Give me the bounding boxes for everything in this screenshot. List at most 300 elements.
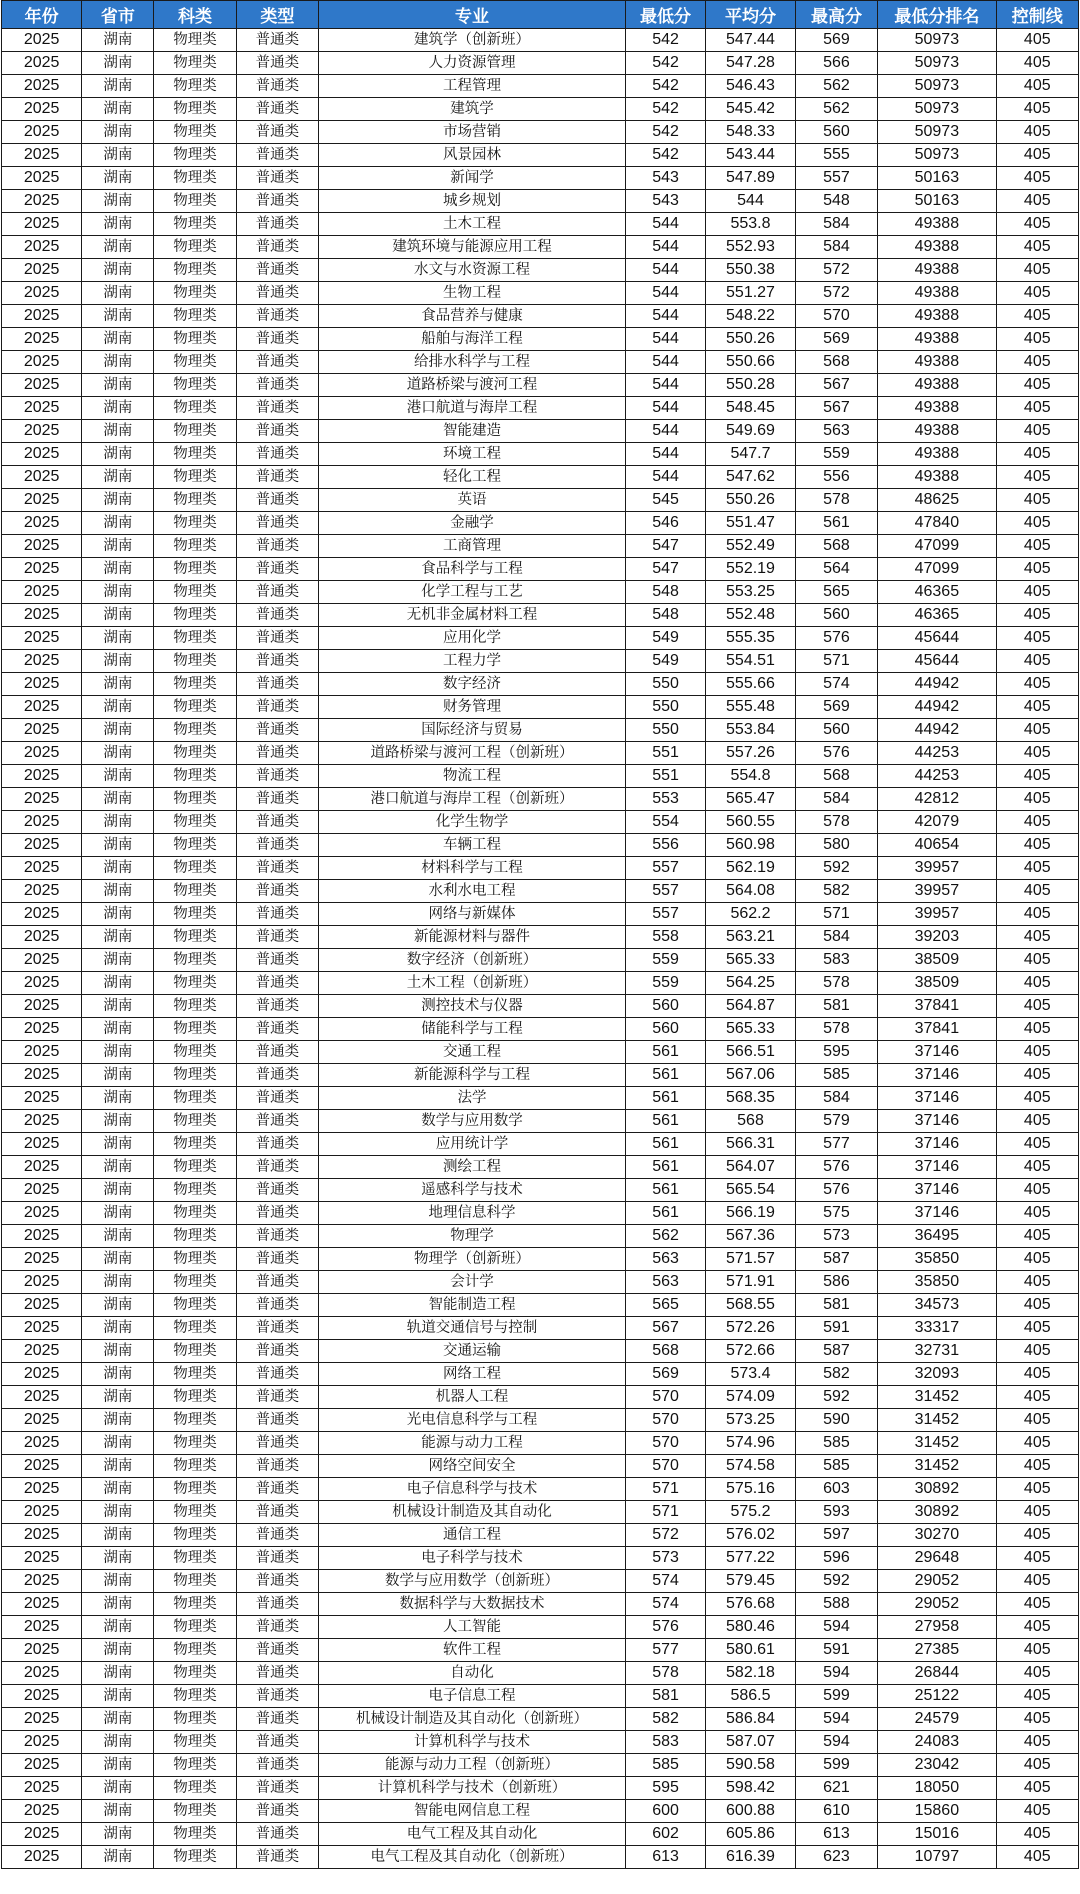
- cell-major: 新能源科学与工程: [319, 1064, 626, 1087]
- table-row: [2, 627, 1079, 650]
- cell-min-score: 613: [625, 1846, 705, 1869]
- cell-province: 湖南: [82, 1823, 154, 1846]
- cell-max-score: 566: [795, 52, 877, 75]
- cell-subject: 物理类: [154, 1087, 236, 1110]
- cell-type: 普通类: [236, 604, 318, 627]
- cell-avg-score: 571.57: [706, 1248, 796, 1271]
- cell-control-line: 405: [996, 75, 1078, 98]
- cell-major: 应用化学: [319, 627, 626, 650]
- cell-province: 湖南: [82, 374, 154, 397]
- cell-type: 普通类: [236, 305, 318, 328]
- cell-year: 2025: [2, 903, 82, 926]
- cell-year: 2025: [2, 259, 82, 282]
- table-row: [2, 1133, 1079, 1156]
- cell-type: 普通类: [236, 1110, 318, 1133]
- cell-year: 2025: [2, 144, 82, 167]
- cell-max-score: 584: [795, 236, 877, 259]
- cell-major: 道路桥梁与渡河工程: [319, 374, 626, 397]
- cell-avg-score: 586.84: [706, 1708, 796, 1731]
- cell-max-score: 578: [795, 1018, 877, 1041]
- cell-year: 2025: [2, 1041, 82, 1064]
- cell-avg-score: 549.69: [706, 420, 796, 443]
- table-row: [2, 29, 1079, 52]
- table-row: [2, 811, 1079, 834]
- cell-subject: 物理类: [154, 696, 236, 719]
- cell-subject: 物理类: [154, 1064, 236, 1087]
- cell-year: 2025: [2, 558, 82, 581]
- cell-max-score: 569: [795, 328, 877, 351]
- cell-major: 金融学: [319, 512, 626, 535]
- cell-subject: 物理类: [154, 719, 236, 742]
- cell-year: 2025: [2, 926, 82, 949]
- cell-type: 普通类: [236, 213, 318, 236]
- cell-subject: 物理类: [154, 1593, 236, 1616]
- cell-province: 湖南: [82, 466, 154, 489]
- cell-major: 水文与水资源工程: [319, 259, 626, 282]
- cell-min-rank: 37841: [878, 995, 996, 1018]
- table-header: [2, 1, 1079, 29]
- cell-province: 湖南: [82, 75, 154, 98]
- cell-type: 普通类: [236, 328, 318, 351]
- table-row: [2, 834, 1079, 857]
- cell-year: 2025: [2, 995, 82, 1018]
- cell-min-rank: 31452: [878, 1455, 996, 1478]
- cell-avg-score: 566.51: [706, 1041, 796, 1064]
- cell-year: 2025: [2, 1823, 82, 1846]
- cell-year: 2025: [2, 98, 82, 121]
- cell-type: 普通类: [236, 1478, 318, 1501]
- cell-year: 2025: [2, 1570, 82, 1593]
- cell-year: 2025: [2, 811, 82, 834]
- cell-control-line: 405: [996, 1064, 1078, 1087]
- cell-subject: 物理类: [154, 1547, 236, 1570]
- cell-major: 数学与应用数学（创新班）: [319, 1570, 626, 1593]
- cell-subject: 物理类: [154, 581, 236, 604]
- cell-type: 普通类: [236, 466, 318, 489]
- cell-major: 物理学: [319, 1225, 626, 1248]
- cell-min-rank: 50973: [878, 75, 996, 98]
- cell-avg-score: 545.42: [706, 98, 796, 121]
- cell-year: 2025: [2, 190, 82, 213]
- cell-year: 2025: [2, 765, 82, 788]
- cell-major: 化学生物学: [319, 811, 626, 834]
- cell-type: 普通类: [236, 52, 318, 75]
- header-province: 省市: [82, 1, 154, 29]
- cell-major: 自动化: [319, 1662, 626, 1685]
- cell-year: 2025: [2, 1202, 82, 1225]
- table-row: [2, 535, 1079, 558]
- cell-type: 普通类: [236, 627, 318, 650]
- cell-min-score: 560: [625, 1018, 705, 1041]
- cell-max-score: 578: [795, 811, 877, 834]
- table-row: [2, 558, 1079, 581]
- cell-min-score: 570: [625, 1386, 705, 1409]
- table-row: [2, 443, 1079, 466]
- cell-major: 智能制造工程: [319, 1294, 626, 1317]
- cell-subject: 物理类: [154, 351, 236, 374]
- cell-major: 道路桥梁与渡河工程（创新班）: [319, 742, 626, 765]
- table-row: [2, 1317, 1079, 1340]
- cell-min-rank: 42812: [878, 788, 996, 811]
- cell-province: 湖南: [82, 811, 154, 834]
- table-row: [2, 1662, 1079, 1685]
- cell-min-score: 574: [625, 1593, 705, 1616]
- table-row: [2, 581, 1079, 604]
- cell-subject: 物理类: [154, 29, 236, 52]
- table-row: [2, 75, 1079, 98]
- cell-control-line: 405: [996, 673, 1078, 696]
- cell-province: 湖南: [82, 1363, 154, 1386]
- cell-min-score: 569: [625, 1363, 705, 1386]
- cell-min-score: 542: [625, 98, 705, 121]
- cell-year: 2025: [2, 834, 82, 857]
- cell-type: 普通类: [236, 949, 318, 972]
- cell-min-score: 556: [625, 834, 705, 857]
- cell-year: 2025: [2, 604, 82, 627]
- cell-max-score: 623: [795, 1846, 877, 1869]
- cell-province: 湖南: [82, 1800, 154, 1823]
- cell-control-line: 405: [996, 811, 1078, 834]
- table-row: [2, 857, 1079, 880]
- cell-min-score: 559: [625, 949, 705, 972]
- cell-control-line: 405: [996, 1478, 1078, 1501]
- cell-subject: 物理类: [154, 880, 236, 903]
- cell-subject: 物理类: [154, 1041, 236, 1064]
- cell-subject: 物理类: [154, 1248, 236, 1271]
- table-body: [2, 29, 1079, 1869]
- cell-min-score: 544: [625, 374, 705, 397]
- cell-avg-score: 586.5: [706, 1685, 796, 1708]
- table-row: [2, 1064, 1079, 1087]
- table-row: [2, 489, 1079, 512]
- cell-province: 湖南: [82, 765, 154, 788]
- cell-control-line: 405: [996, 1731, 1078, 1754]
- cell-control-line: 405: [996, 1110, 1078, 1133]
- cell-control-line: 405: [996, 1846, 1078, 1869]
- cell-min-score: 565: [625, 1294, 705, 1317]
- table-row: [2, 52, 1079, 75]
- cell-max-score: 561: [795, 512, 877, 535]
- cell-year: 2025: [2, 282, 82, 305]
- cell-year: 2025: [2, 1133, 82, 1156]
- cell-min-rank: 50973: [878, 52, 996, 75]
- cell-province: 湖南: [82, 788, 154, 811]
- cell-subject: 物理类: [154, 742, 236, 765]
- cell-year: 2025: [2, 1455, 82, 1478]
- cell-subject: 物理类: [154, 1432, 236, 1455]
- cell-max-score: 568: [795, 535, 877, 558]
- cell-major: 财务管理: [319, 696, 626, 719]
- cell-max-score: 578: [795, 972, 877, 995]
- cell-min-rank: 49388: [878, 420, 996, 443]
- cell-min-score: 570: [625, 1432, 705, 1455]
- cell-avg-score: 548.45: [706, 397, 796, 420]
- cell-avg-score: 550.28: [706, 374, 796, 397]
- cell-province: 湖南: [82, 857, 154, 880]
- cell-major: 通信工程: [319, 1524, 626, 1547]
- cell-max-score: 596: [795, 1547, 877, 1570]
- cell-max-score: 585: [795, 1432, 877, 1455]
- table-row: [2, 719, 1079, 742]
- cell-avg-score: 547.7: [706, 443, 796, 466]
- table-row: [2, 190, 1079, 213]
- cell-major: 建筑环境与能源应用工程: [319, 236, 626, 259]
- cell-min-rank: 24579: [878, 1708, 996, 1731]
- cell-min-score: 581: [625, 1685, 705, 1708]
- cell-avg-score: 600.88: [706, 1800, 796, 1823]
- cell-min-score: 557: [625, 857, 705, 880]
- cell-subject: 物理类: [154, 1110, 236, 1133]
- cell-max-score: 562: [795, 75, 877, 98]
- cell-control-line: 405: [996, 305, 1078, 328]
- cell-max-score: 590: [795, 1409, 877, 1432]
- cell-min-rank: 31452: [878, 1386, 996, 1409]
- cell-type: 普通类: [236, 1524, 318, 1547]
- cell-control-line: 405: [996, 1294, 1078, 1317]
- table-row: [2, 1248, 1079, 1271]
- cell-min-score: 561: [625, 1202, 705, 1225]
- cell-min-score: 544: [625, 351, 705, 374]
- table-row: [2, 397, 1079, 420]
- cell-subject: 物理类: [154, 1616, 236, 1639]
- cell-major: 储能科学与工程: [319, 1018, 626, 1041]
- cell-avg-score: 555.35: [706, 627, 796, 650]
- cell-province: 湖南: [82, 52, 154, 75]
- cell-major: 交通运输: [319, 1340, 626, 1363]
- cell-avg-score: 543.44: [706, 144, 796, 167]
- cell-min-rank: 44942: [878, 696, 996, 719]
- cell-province: 湖南: [82, 903, 154, 926]
- cell-province: 湖南: [82, 1777, 154, 1800]
- cell-year: 2025: [2, 443, 82, 466]
- cell-min-rank: 27958: [878, 1616, 996, 1639]
- cell-province: 湖南: [82, 1202, 154, 1225]
- cell-avg-score: 572.26: [706, 1317, 796, 1340]
- cell-max-score: 559: [795, 443, 877, 466]
- cell-control-line: 405: [996, 1317, 1078, 1340]
- cell-subject: 物理类: [154, 1754, 236, 1777]
- cell-avg-score: 550.66: [706, 351, 796, 374]
- cell-type: 普通类: [236, 1570, 318, 1593]
- cell-min-score: 561: [625, 1133, 705, 1156]
- cell-type: 普通类: [236, 1777, 318, 1800]
- cell-max-score: 576: [795, 1179, 877, 1202]
- cell-type: 普通类: [236, 995, 318, 1018]
- cell-type: 普通类: [236, 1041, 318, 1064]
- cell-min-score: 550: [625, 696, 705, 719]
- cell-major: 网络工程: [319, 1363, 626, 1386]
- cell-type: 普通类: [236, 535, 318, 558]
- cell-min-score: 544: [625, 328, 705, 351]
- cell-max-score: 560: [795, 719, 877, 742]
- cell-type: 普通类: [236, 374, 318, 397]
- cell-major: 风景园林: [319, 144, 626, 167]
- table-row: [2, 903, 1079, 926]
- cell-min-score: 571: [625, 1501, 705, 1524]
- cell-type: 普通类: [236, 650, 318, 673]
- cell-control-line: 405: [996, 1363, 1078, 1386]
- cell-type: 普通类: [236, 443, 318, 466]
- cell-subject: 物理类: [154, 1708, 236, 1731]
- cell-year: 2025: [2, 696, 82, 719]
- cell-type: 普通类: [236, 236, 318, 259]
- cell-province: 湖南: [82, 1018, 154, 1041]
- cell-major: 物理学（创新班）: [319, 1248, 626, 1271]
- cell-major: 机器人工程: [319, 1386, 626, 1409]
- cell-avg-score: 571.91: [706, 1271, 796, 1294]
- cell-type: 普通类: [236, 121, 318, 144]
- table-row: [2, 420, 1079, 443]
- cell-subject: 物理类: [154, 765, 236, 788]
- cell-min-score: 576: [625, 1616, 705, 1639]
- cell-max-score: 594: [795, 1731, 877, 1754]
- cell-province: 湖南: [82, 305, 154, 328]
- cell-year: 2025: [2, 397, 82, 420]
- cell-min-score: 567: [625, 1317, 705, 1340]
- cell-province: 湖南: [82, 696, 154, 719]
- cell-avg-score: 577.22: [706, 1547, 796, 1570]
- cell-avg-score: 563.21: [706, 926, 796, 949]
- cell-year: 2025: [2, 1225, 82, 1248]
- cell-major: 电子信息科学与技术: [319, 1478, 626, 1501]
- cell-year: 2025: [2, 420, 82, 443]
- cell-min-rank: 44253: [878, 742, 996, 765]
- cell-avg-score: 582.18: [706, 1662, 796, 1685]
- cell-type: 普通类: [236, 903, 318, 926]
- cell-avg-score: 551.27: [706, 282, 796, 305]
- cell-min-score: 563: [625, 1271, 705, 1294]
- cell-min-score: 574: [625, 1570, 705, 1593]
- cell-avg-score: 554.8: [706, 765, 796, 788]
- cell-major: 船舶与海洋工程: [319, 328, 626, 351]
- table-row: [2, 1501, 1079, 1524]
- cell-year: 2025: [2, 1547, 82, 1570]
- cell-control-line: 405: [996, 29, 1078, 52]
- cell-avg-score: 548.33: [706, 121, 796, 144]
- cell-major: 电气工程及其自动化: [319, 1823, 626, 1846]
- cell-province: 湖南: [82, 1409, 154, 1432]
- cell-min-rank: 45644: [878, 627, 996, 650]
- cell-type: 普通类: [236, 742, 318, 765]
- header-major: 专业: [319, 1, 626, 29]
- cell-avg-score: 553.84: [706, 719, 796, 742]
- cell-min-rank: 27385: [878, 1639, 996, 1662]
- cell-control-line: 405: [996, 558, 1078, 581]
- cell-min-rank: 45644: [878, 650, 996, 673]
- cell-subject: 物理类: [154, 420, 236, 443]
- cell-avg-score: 553.25: [706, 581, 796, 604]
- cell-max-score: 581: [795, 995, 877, 1018]
- cell-avg-score: 575.16: [706, 1478, 796, 1501]
- cell-type: 普通类: [236, 1846, 318, 1869]
- cell-avg-score: 547.62: [706, 466, 796, 489]
- cell-min-rank: 15016: [878, 1823, 996, 1846]
- cell-control-line: 405: [996, 1156, 1078, 1179]
- cell-province: 湖南: [82, 213, 154, 236]
- cell-province: 湖南: [82, 1087, 154, 1110]
- cell-subject: 物理类: [154, 650, 236, 673]
- cell-major: 人工智能: [319, 1616, 626, 1639]
- cell-control-line: 405: [996, 397, 1078, 420]
- cell-type: 普通类: [236, 1317, 318, 1340]
- cell-avg-score: 567.06: [706, 1064, 796, 1087]
- cell-type: 普通类: [236, 765, 318, 788]
- cell-control-line: 405: [996, 98, 1078, 121]
- table-row: [2, 1340, 1079, 1363]
- cell-min-score: 544: [625, 213, 705, 236]
- cell-province: 湖南: [82, 1685, 154, 1708]
- cell-min-rank: 33317: [878, 1317, 996, 1340]
- cell-major: 测绘工程: [319, 1156, 626, 1179]
- cell-control-line: 405: [996, 1662, 1078, 1685]
- cell-min-score: 570: [625, 1409, 705, 1432]
- cell-year: 2025: [2, 1294, 82, 1317]
- cell-major: 食品营养与健康: [319, 305, 626, 328]
- cell-min-rank: 46365: [878, 604, 996, 627]
- cell-max-score: 594: [795, 1708, 877, 1731]
- cell-type: 普通类: [236, 1455, 318, 1478]
- cell-subject: 物理类: [154, 190, 236, 213]
- cell-type: 普通类: [236, 397, 318, 420]
- cell-province: 湖南: [82, 1432, 154, 1455]
- cell-min-rank: 47099: [878, 535, 996, 558]
- table-row: [2, 1708, 1079, 1731]
- cell-min-rank: 34573: [878, 1294, 996, 1317]
- cell-major: 测控技术与仪器: [319, 995, 626, 1018]
- cell-max-score: 568: [795, 351, 877, 374]
- cell-min-rank: 32731: [878, 1340, 996, 1363]
- cell-major: 数字经济: [319, 673, 626, 696]
- cell-province: 湖南: [82, 190, 154, 213]
- cell-province: 湖南: [82, 650, 154, 673]
- cell-year: 2025: [2, 1087, 82, 1110]
- table-row: [2, 1800, 1079, 1823]
- table-row: [2, 742, 1079, 765]
- cell-province: 湖南: [82, 397, 154, 420]
- cell-major: 土木工程: [319, 213, 626, 236]
- table-row: [2, 1846, 1079, 1869]
- cell-min-rank: 29648: [878, 1547, 996, 1570]
- cell-control-line: 405: [996, 1800, 1078, 1823]
- cell-min-score: 542: [625, 121, 705, 144]
- cell-type: 普通类: [236, 926, 318, 949]
- cell-control-line: 405: [996, 696, 1078, 719]
- cell-avg-score: 552.93: [706, 236, 796, 259]
- cell-min-score: 561: [625, 1087, 705, 1110]
- cell-control-line: 405: [996, 857, 1078, 880]
- cell-max-score: 591: [795, 1317, 877, 1340]
- cell-year: 2025: [2, 1317, 82, 1340]
- table-row: [2, 98, 1079, 121]
- cell-min-score: 543: [625, 167, 705, 190]
- cell-major: 法学: [319, 1087, 626, 1110]
- cell-avg-score: 574.96: [706, 1432, 796, 1455]
- table-row: [2, 1225, 1079, 1248]
- cell-min-score: 549: [625, 650, 705, 673]
- cell-subject: 物理类: [154, 1639, 236, 1662]
- cell-subject: 物理类: [154, 75, 236, 98]
- cell-year: 2025: [2, 1064, 82, 1087]
- cell-subject: 物理类: [154, 1018, 236, 1041]
- cell-max-score: 621: [795, 1777, 877, 1800]
- cell-control-line: 405: [996, 1018, 1078, 1041]
- cell-avg-score: 552.48: [706, 604, 796, 627]
- cell-max-score: 585: [795, 1064, 877, 1087]
- cell-year: 2025: [2, 581, 82, 604]
- cell-min-score: 602: [625, 1823, 705, 1846]
- cell-control-line: 405: [996, 1179, 1078, 1202]
- cell-province: 湖南: [82, 1547, 154, 1570]
